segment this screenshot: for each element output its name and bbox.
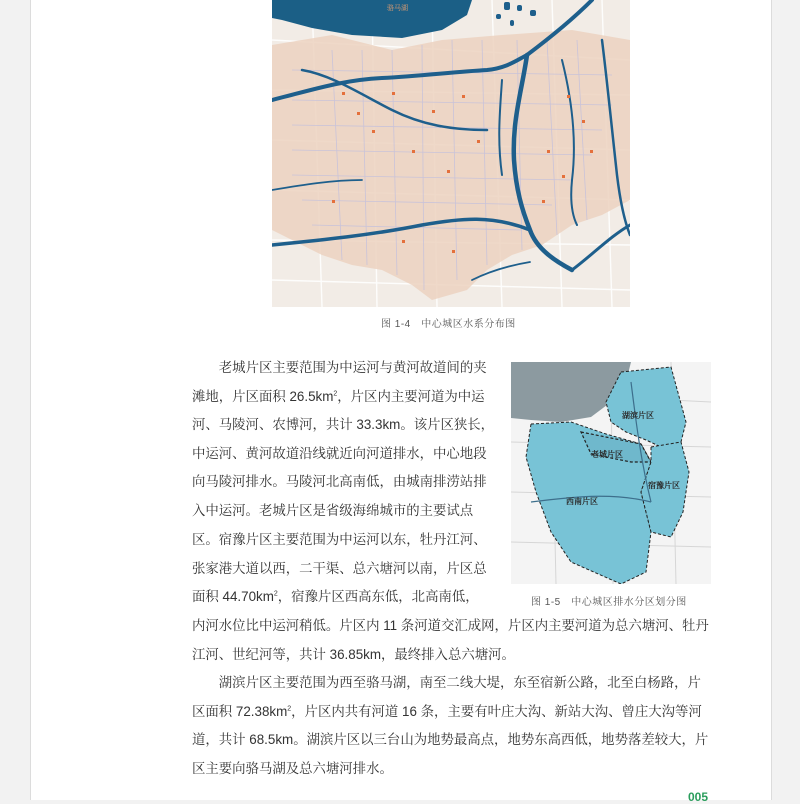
page-number: 005 xyxy=(688,790,709,804)
zone-label-hubin: 湖滨片区 xyxy=(622,411,654,420)
paragraph-hubin: 湖滨片区主要范围为西至骆马湖，南至二线大堤，东至宿新公路，北至白杨路，片区面积 $72.38km^2$，片区内共有河道 16 条，主要有叶庄大沟、新站大沟、曾庄大沟等河道，共计 68.5km。湖滨片区以三台山为地势最高点，地势东高西低，地势落差较大，片区主要向骆马湖及总六塘河排水。 xyxy=(192,675,709,776)
figure-caption: 图 1-4 中心城区水系分布图 xyxy=(381,319,516,330)
paragraph-laocheng: 老城片区主要范围为中运河与黄河故道间的夹滩地，片区面积 $26.5km^2$，片区内主要河道为中运河、马陵河、农博河，共计 33.3km。该片区狭长，中运河、黄河故道沿线就近向河道排水，中心地段向马陵河排水。马陵河北高南低，由城南排涝站排入中运河。老城片区是省级海绵城市的主要试点区。 xyxy=(192,360,495,547)
water-system-map-graphic xyxy=(272,0,630,307)
paragraph-suyu: 宿豫片区主要范围为中运河以东，牡丹江河、张家港大道以西，二干渠、总六塘河以南，片区总面积 $44.70km^2$，宿豫片区西高东低，北高南低， xyxy=(192,532,487,605)
document-page xyxy=(30,0,772,804)
paragraph-suyu-cont: 内河水位比中运河稍低。片区内 11 条河道交汇成网，片区内主要河道为总六塘河、牡丹江河、世纪河等，共计 36.85km，最终排入总六塘河。 xyxy=(192,618,709,662)
lake-label: 骆马湖 xyxy=(387,4,408,12)
drainage-zone-map-graphic xyxy=(511,362,711,584)
figure-caption: 图 1-5 中心城区排水分区划分图 xyxy=(531,597,687,608)
water-system-map xyxy=(272,0,630,307)
zone-label-suyu: 宿豫片区 xyxy=(648,481,680,490)
zone-label-xinan: 西南片区 xyxy=(566,497,598,506)
drainage-zone-map xyxy=(511,362,711,584)
zone-label-laocheng: 老城片区 xyxy=(591,450,623,459)
